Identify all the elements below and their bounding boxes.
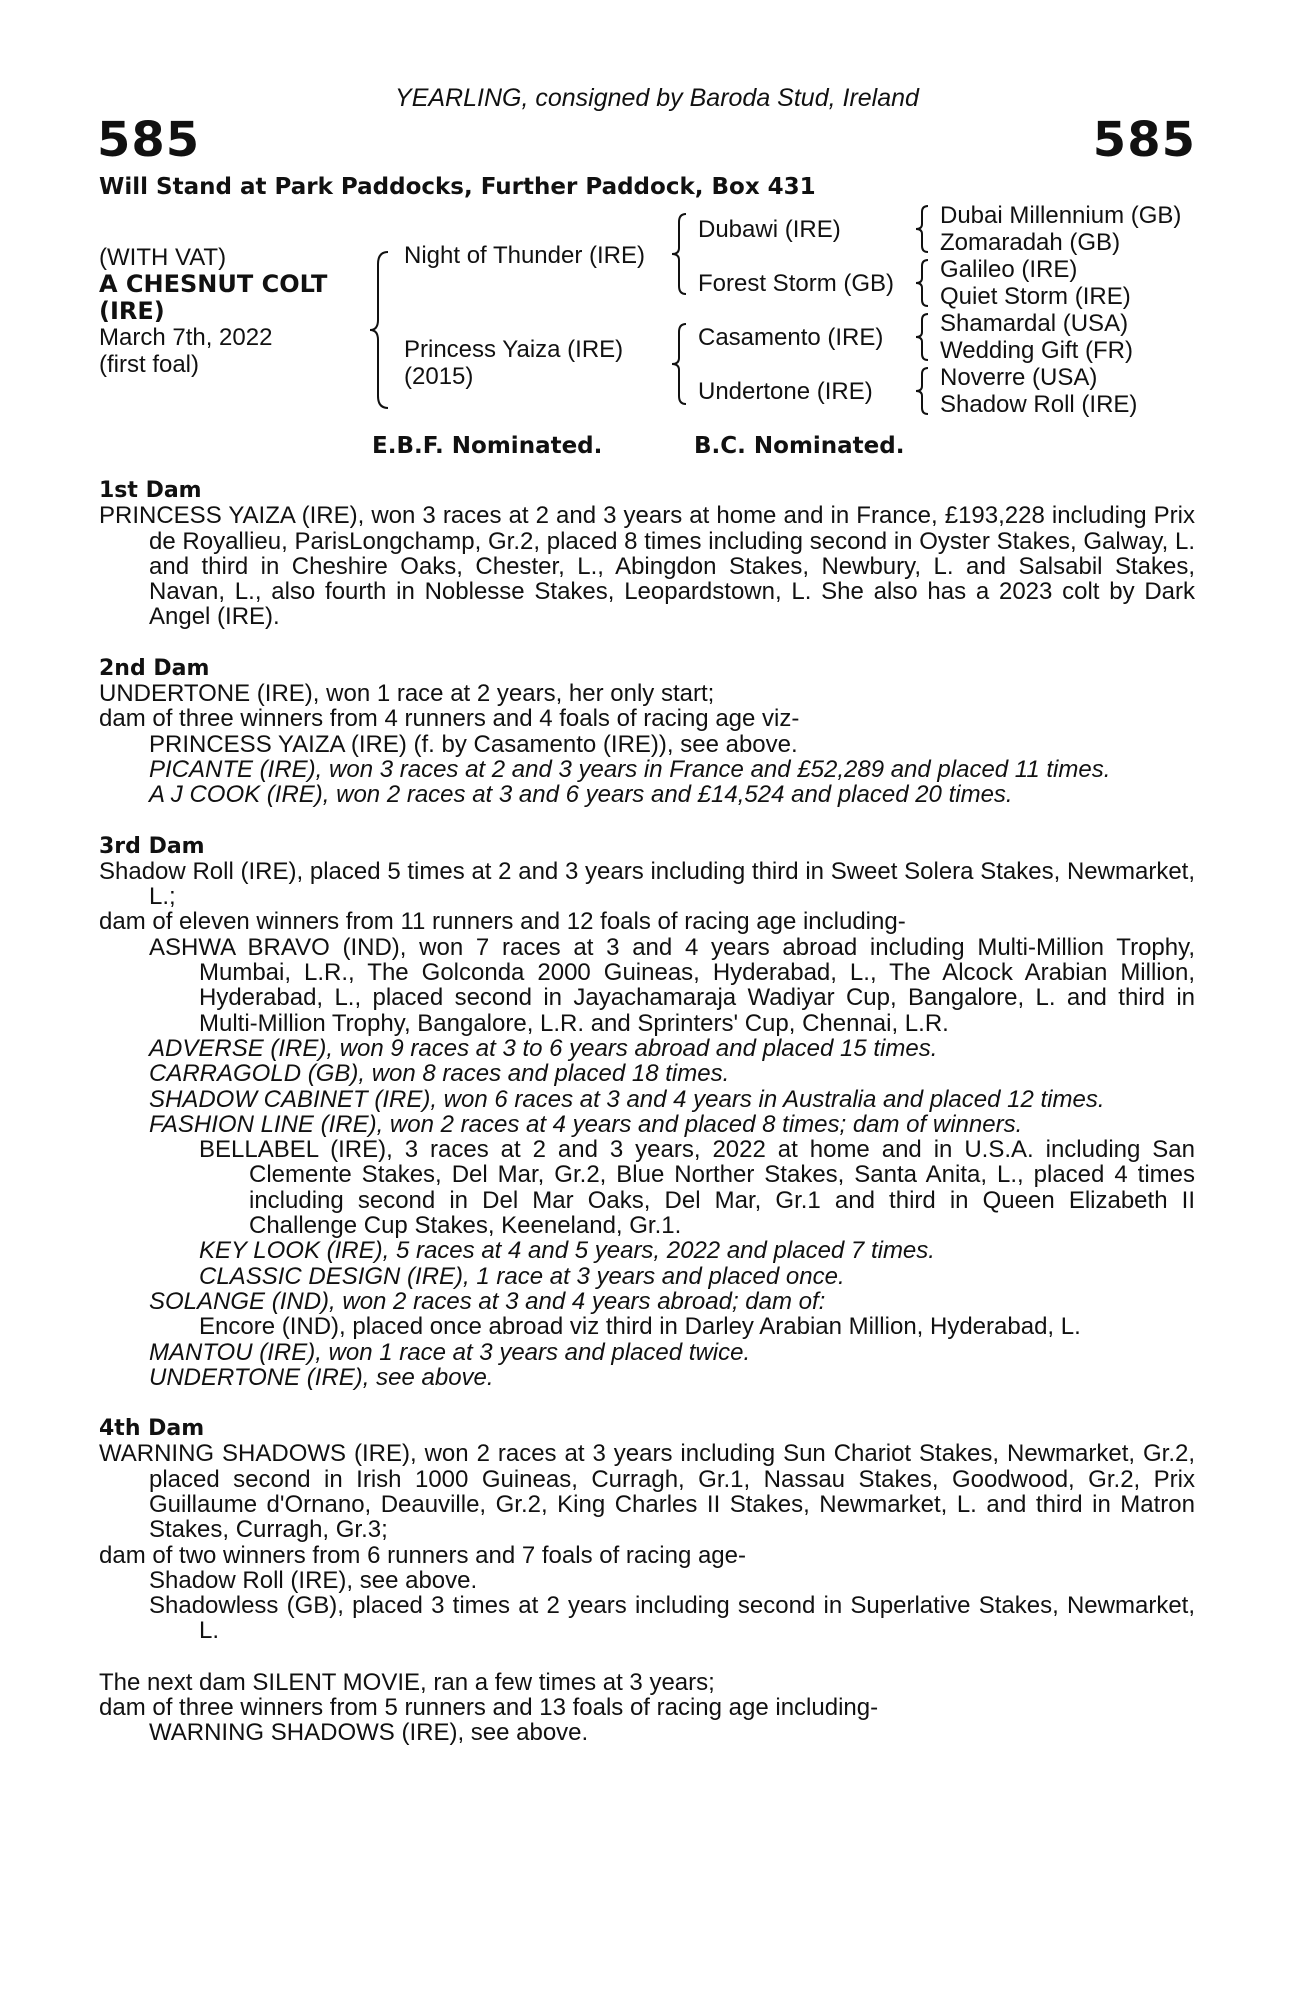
fourth-dam-produce-1: Shadow Roll (IRE), see above. (149, 1566, 478, 1594)
third-dam-produce-2: ADVERSE (IRE), won 9 races at 3 to 6 years abroad and placed 15 times. (149, 1034, 938, 1062)
first-dam-heading: 1st Dam (99, 478, 202, 503)
pedigree-dam-sire: Casamento (IRE) (698, 324, 884, 351)
third-dam-produce-summary: dam of eleven winners from 11 runners and 12 foals of racing age including- (99, 908, 906, 936)
pedigree-sire: Night of Thunder (IRE) (404, 242, 645, 269)
pedigree-brace-ss (914, 204, 932, 254)
lot-number-right: 585 (1092, 112, 1196, 168)
vat-note: (WITH VAT) (99, 244, 227, 271)
foal-note: (first foal) (99, 351, 200, 378)
second-dam-record: UNDERTONE (IRE), won 1 race at 2 years, her only start; (99, 680, 715, 708)
third-dam-grandproduce-3: CLASSIC DESIGN (IRE), 1 race at 3 years and placed once. (199, 1262, 845, 1290)
pedigree-sss: Dubai Millennium (GB) (940, 202, 1182, 229)
stand-location: Will Stand at Park Paddocks, Further Paddock, Box 431 (99, 174, 816, 200)
ebf-nomination: E.B.F. Nominated. (372, 433, 603, 459)
fourth-dam-record: WARNING SHADOWS (IRE), won 2 races at 3 years including Sun Chariot Stakes, Newmarket, Gr.2, placed second in Irish 1000 Guineas, Curragh, Gr.1, Nassau Stakes, Goodwood, Gr.2, Prix Guillaume d'Ornano, Deauville, Gr.2, King Charles II Stakes, Newmarket, L. and third in Matron Stakes, Curragh, Gr.3; (99, 1440, 1195, 1544)
fourth-dam-heading: 4th Dam (99, 1416, 205, 1442)
third-dam-produce-7: MANTOU (IRE), won 1 race at 3 years and placed twice. (149, 1338, 751, 1366)
next-dam-produce-1: WARNING SHADOWS (IRE), see above. (149, 1719, 589, 1747)
second-dam-produce-3: A J COOK (IRE), won 2 races at 3 and 6 years and £14,524 and placed 20 times. (149, 781, 1013, 809)
next-dam-produce-summary: dam of three winners from 5 runners and 13 foals of racing age including- (99, 1694, 879, 1722)
pedigree-ddd: Shadow Roll (IRE) (940, 391, 1138, 418)
pedigree-dam-dam: Undertone (IRE) (698, 378, 873, 405)
fourth-dam-produce-summary: dam of two winners from 6 runners and 7 foals of racing age- (99, 1541, 746, 1569)
pedigree-ssd: Zomaradah (GB) (940, 229, 1121, 256)
pedigree-brace-sd (914, 258, 932, 308)
third-dam-produce-3: CARRAGOLD (GB), won 8 races and placed 18 times. (149, 1060, 730, 1088)
second-dam-produce-summary: dam of three winners from 4 runners and 4 foals of racing age viz- (99, 705, 800, 733)
pedigree-brace-main (368, 250, 392, 410)
pedigree-dsd: Wedding Gift (FR) (940, 337, 1133, 364)
second-dam-heading: 2nd Dam (99, 655, 210, 681)
pedigree-dds: Noverre (USA) (940, 364, 1098, 391)
third-dam-produce-6: SOLANGE (IND), won 2 races at 3 and 4 years abroad; dam of: (149, 1287, 826, 1315)
third-dam-record: Shadow Roll (IRE), placed 5 times at 2 and 3 years including third in Sweet Solera Stakes, Newmarket, L.; (99, 857, 1195, 911)
first-dam-record: PRINCESS YAIZA (IRE), won 3 races at 2 and 3 years at home and in France, £193,228 including Prix de Royallieu, ParisLongchamp, Gr.2, placed 8 times including second in Oyster Stakes, Galway, L. and third in Cheshire Oaks, Chester, L., Abingdon Stakes, Newbury, L. and Salsabil Stakes, Navan, L., also fourth in Noblesse Stakes, Leopardstown, L. She also has a 2023 colt by Dark Angel (IRE). (99, 502, 1195, 631)
third-dam-heading: 3rd Dam (99, 833, 205, 859)
bc-nomination: B.C. Nominated. (694, 433, 905, 459)
pedigree-sds: Galileo (IRE) (940, 256, 1078, 283)
fourth-dam-produce-2: Shadowless (GB), placed 3 times at 2 years including second in Superlative Stakes, Newmarket, L. (149, 1592, 1195, 1645)
pedigree-brace-sire (670, 212, 690, 296)
second-dam-produce-2: PICANTE (IRE), won 3 races at 2 and 3 years in France and £52,289 and placed 11 times. (149, 755, 1111, 783)
pedigree-sire-dam: Forest Storm (GB) (698, 270, 895, 297)
next-dam-record: The next dam SILENT MOVIE, ran a few times at 3 years; (99, 1668, 715, 1696)
third-dam-produce-8: UNDERTONE (IRE), see above. (149, 1363, 494, 1391)
foaling-date: March 7th, 2022 (99, 324, 273, 351)
horse-description: A CHESNUT COLT (99, 270, 328, 298)
consignor-line: YEARLING, consigned by Baroda Stud, Ireland (395, 84, 919, 112)
pedigree-brace-ds (914, 312, 932, 362)
horse-origin: (IRE) (99, 297, 165, 325)
pedigree-dss: Shamardal (USA) (940, 310, 1129, 337)
third-dam-grandproduce-2: KEY LOOK (IRE), 5 races at 4 and 5 years, 2022 and placed 7 times. (199, 1237, 935, 1265)
third-dam-produce-4: SHADOW CABINET (IRE), won 6 races at 3 and 4 years in Australia and placed 12 times. (149, 1085, 1105, 1113)
pedigree-dam-year: (2015) (404, 363, 474, 390)
second-dam-produce-1: PRINCESS YAIZA (IRE) (f. by Casamento (IRE)), see above. (149, 730, 798, 758)
pedigree-brace-dd (914, 366, 932, 416)
lot-number-left: 585 (97, 112, 201, 168)
pedigree-dam: Princess Yaiza (IRE) (404, 336, 624, 363)
third-dam-produce-1: ASHWA BRAVO (IND), won 7 races at 3 and 4 years abroad including Multi-Million Trophy, Mumbai, L.R., The Golconda 2000 Guineas, Hyderabad, L., The Alcock Arabian Million, Hyderabad, L., placed second in Jayachamaraja Wadiyar Cup, Bangalore, L. and third in Multi-Million Trophy, Bangalore, L.R. and Sprinters' Cup, Chennai, L.R. (149, 933, 1195, 1037)
third-dam-grandproduce-1: BELLABEL (IRE), 3 races at 2 and 3 years, 2022 at home and in U.S.A. including San Clemente Stakes, Del Mar, Gr.2, Blue Norther Stakes, Santa Anita, L., placed 4 times including second in Del Mar Oaks, Del Mar, Gr.1 and third in Queen Elizabeth II Challenge Cup Stakes, Keeneland, Gr.1. (199, 1136, 1195, 1240)
third-dam-produce-5: FASHION LINE (IRE), won 2 races at 4 years and placed 8 times; dam of winners. (149, 1110, 1023, 1138)
pedigree-sire-sire: Dubawi (IRE) (698, 216, 841, 243)
catalogue-body (99, 478, 1195, 1746)
pedigree-sdd: Quiet Storm (IRE) (940, 283, 1131, 310)
pedigree-brace-dam (670, 322, 690, 406)
third-dam-grandproduce-4: Encore (IND), placed once abroad viz third in Darley Arabian Million, Hyderabad, L. (199, 1313, 1081, 1341)
